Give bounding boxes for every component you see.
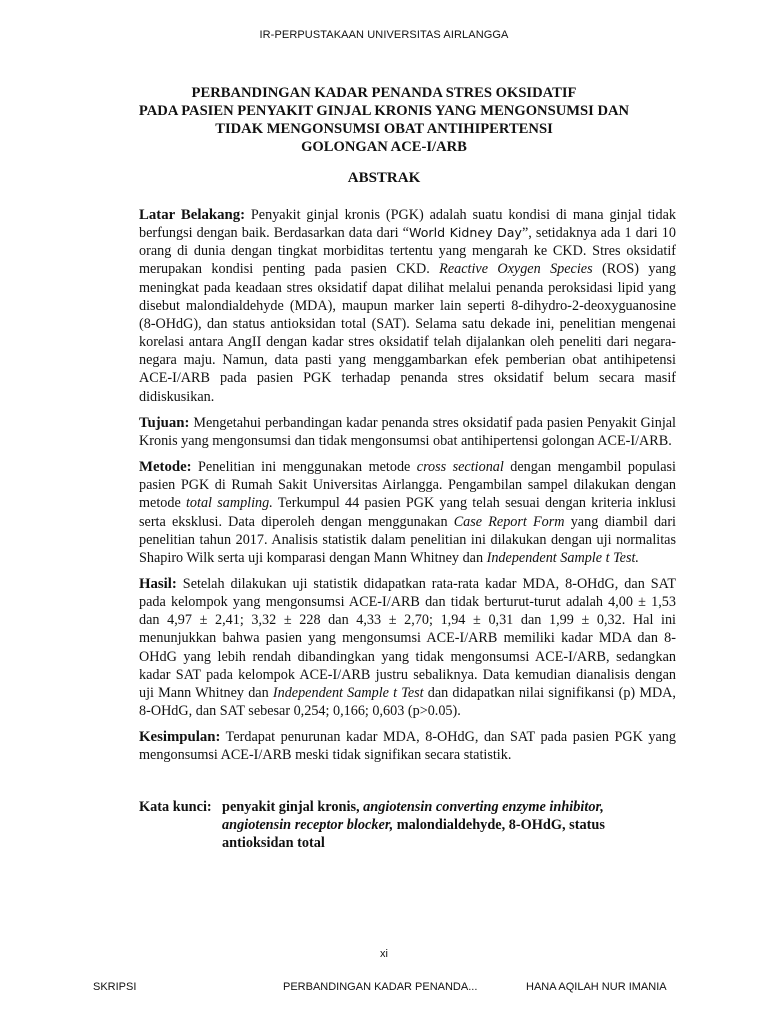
document-title <box>100 84 668 156</box>
keyword-rest: malondialdehyde, 8-OHdG, status antioksidan total <box>222 817 605 851</box>
method-total-sampling: total sampling. <box>185 495 273 512</box>
conclusion-text: Terdapat penurunan kadar MDA, 8-OHdG, dan SAT pada pasien PGK yang mengonsumsi ACE-I/ARB meski tidak signifikan secara statistik. <box>139 729 676 764</box>
background-text-1: Penyakit ginjal kronis (PGK) adalah suatu kondisi di mana ginjal tidak berfungsi dengan baik. Berdasarkan data dari “ <box>139 207 676 242</box>
method-text-4: yang diambil dari penelitian tahun 2017. Analisis statistik dalam penelitian ini dilakukan dengan uji normalitas Shapiro Wilk serta uji komparasi dengan Mann Whitney dan <box>139 513 677 566</box>
objective-text: Mengetahui perbandingan kadar penanda stres oksidatif pada pasien Penyakit Ginjal Kronis yang mengonsumsi dan tidak mengonsumsi obat antihipertensi golongan ACE-I/ARB. <box>139 414 676 449</box>
background-ros-term: Reactive Oxygen Species <box>439 261 593 278</box>
method-text-2: dengan mengambil populasi pasien PGK di Rumah Sakit Universitas Airlangga. Pengambilan sampel dilakukan dengan metode <box>139 459 676 512</box>
abstract-heading: ABSTRAK <box>347 170 421 186</box>
method-label: Metode: <box>139 459 192 476</box>
objective-paragraph <box>139 414 676 450</box>
background-paragraph <box>139 206 676 406</box>
results-independent-sample: Independent Sample t Test <box>272 684 424 701</box>
background-text-2: ”, setidaknya ada 1 dari 10 orang di dunia dengan tingkat morbiditas tertentu yang mengarah ke CKD. Stres oksidatif merupakan kondisi penting pada pasien CKD. <box>139 225 676 278</box>
objective-label: Tujuan: <box>139 414 190 431</box>
abstract-body <box>139 206 676 773</box>
method-case-report-form: Case Report Form <box>453 513 565 530</box>
keyword-ace-inhibitor: angiotensin converting enzyme inhibitor, <box>363 799 604 815</box>
title-line-1: PERBANDINGAN KADAR PENANDA STRES OKSIDATIF <box>191 85 577 101</box>
background-text-3: (ROS) yang meningkat pada keadaan stres oksidatif dapat dilihat melalui penanda peroksidasi lipid yang disebut malondialdehyde (MDA), maupun marker lain seperti 8-dihydro-2-deoxyguanosine (8-OHdG), dan status antioksidan total (SAT). Selama satu dekade ini, penelitian mengenai korelasi antara AngII dengan kadar stres oksidatif telah dijalankan oleh peneliti dari negara-negara maju. Namun, data pasti yang menggambarkan efek pemberian obat antihipetensi ACE-I/ARB pada pasien PGK terhadap penanda stres oksidatif belum secara masif didiskusikan. <box>139 261 676 405</box>
background-label: Latar Belakang: <box>139 207 246 223</box>
footer-center: PERBANDINGAN KADAR PENANDA... <box>283 981 478 993</box>
conclusion-paragraph <box>139 728 676 764</box>
title-line-2: PADA PASIEN PENYAKIT GINJAL KRONIS YANG MENGONSUMSI DAN <box>138 103 630 119</box>
method-text-1: Penelitian ini menggunakan metode <box>191 459 417 476</box>
method-text-3: Terkumpul 44 pasien PGK yang telah sesuai dengan kriteria inklusi serta eksklusi. Data diperoleh dengan menggunakan <box>139 495 676 530</box>
title-line-3: TIDAK MENGONSUMSI OBAT ANTIHIPERTENSI <box>215 121 553 137</box>
background-world-kidney-day: World Kidney Day <box>408 225 522 241</box>
footer-left: SKRIPSI <box>93 981 137 993</box>
title-line-4: GOLONGAN ACE-I/ARB <box>301 139 467 155</box>
keywords-values <box>222 798 676 852</box>
results-text-1: Setelah dilakukan uji statistik didapatkan rata-rata kadar MDA, 8-OHdG, dan SAT pada kelompok yang mengonsumsi ACE-I/ARB dan tidak berturut-turut adalah 4,00 ± 1,53 dan 4,97 ± 2,41; 3,32 ± 228 dan 4,33 ± 2,70; 1,94 ± 0,31 dan 1,99 ± 0,32. Hal ini menunjukkan bahwa pasien yang mengonsumsi ACE-I/ARB memiliki kadar MDA dan 8-OHdG yang lebih rendah dibandingkan yang tidak mengonsumsi ACE-I/ARB, sedangkan kadar SAT pada kelompok ACE-I/ARB justru sebaliknya. Data kemudian dianalisis dengan uji Mann Whitney dan <box>139 575 676 701</box>
keyword-arb: angiotensin receptor blocker, <box>222 817 394 833</box>
conclusion-label: Kesimpulan: <box>139 729 221 746</box>
keyword-pgk: penyakit ginjal kronis, <box>222 799 364 815</box>
results-text-2: dan didapatkan nilai signifikansi (p) MDA, 8-OHdG, dan SAT sebesar 0,254; 0,166; 0,603 (p>0.05). <box>139 684 676 720</box>
running-header: IR-PERPUSTAKAAN UNIVERSITAS AIRLANGGA <box>259 29 509 41</box>
method-cross-sectional: cross sectional <box>416 459 504 476</box>
method-independent-sample: Independent Sample t Test. <box>486 549 639 566</box>
page-footer <box>0 981 768 995</box>
results-paragraph <box>139 575 676 720</box>
method-paragraph <box>139 458 676 567</box>
page-number: xi <box>380 948 388 960</box>
results-label: Hasil: <box>139 575 177 592</box>
footer-right: HANA AQILAH NUR IMANIA <box>526 981 667 993</box>
keywords-label: Kata kunci: <box>139 799 212 815</box>
keywords-block <box>139 798 676 852</box>
